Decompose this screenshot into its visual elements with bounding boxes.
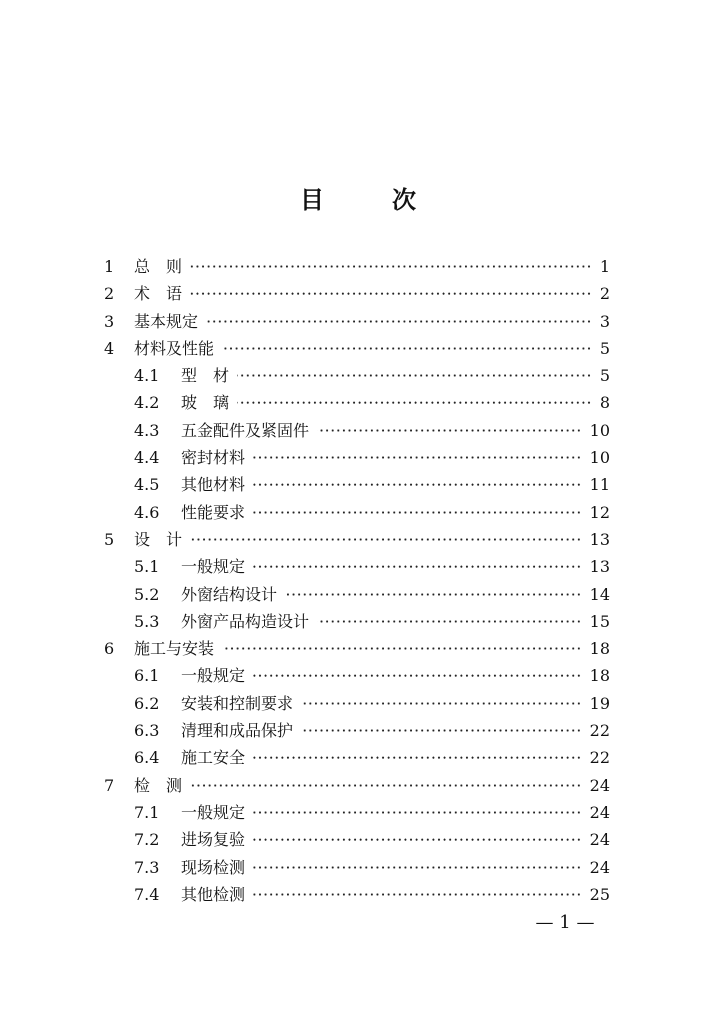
toc-entry-title: 施工安全	[181, 748, 246, 768]
toc-entry-title: 总 则	[134, 257, 183, 276]
dot-leader	[222, 335, 592, 362]
dot-leader	[222, 635, 582, 662]
toc-entry-title: 现场检测	[181, 857, 246, 877]
toc-entry-number: 3	[104, 311, 115, 331]
toc-entry-number: 7	[104, 775, 115, 795]
toc-entry-page-number: 22	[589, 748, 610, 768]
toc-entry-page-number: 15	[589, 611, 610, 631]
toc-entry[interactable]	[0, 799, 716, 826]
toc-entry-title: 性能要求	[181, 502, 246, 522]
toc-entry-page-number: 1	[599, 257, 610, 276]
toc-entry-number: 6.1	[134, 666, 160, 686]
toc-entry[interactable]	[0, 826, 716, 853]
toc-entry[interactable]	[0, 471, 716, 498]
toc-entry[interactable]	[0, 389, 716, 416]
toc-entry[interactable]	[0, 662, 716, 689]
dot-leader	[253, 854, 582, 881]
toc-entry-page-number: 13	[589, 529, 610, 549]
dot-leader	[253, 744, 582, 771]
toc-entry-number: 4.5	[134, 475, 160, 495]
toc-entry-number: 4.4	[134, 448, 160, 468]
toc-entry[interactable]	[0, 526, 716, 553]
dot-leader	[301, 690, 582, 717]
toc-entry[interactable]	[0, 881, 716, 908]
toc-entry[interactable]	[0, 499, 716, 526]
toc-entry[interactable]	[0, 690, 716, 717]
toc-entry-page-number: 11	[589, 475, 610, 495]
dot-leader	[190, 772, 582, 799]
toc-entry[interactable]	[0, 744, 716, 771]
toc-entry-number: 4.6	[134, 502, 160, 522]
toc-entry-number: 7.4	[134, 884, 160, 904]
dot-leader	[206, 308, 592, 335]
toc-entry[interactable]	[0, 444, 716, 471]
toc-entry-number: 6.2	[134, 693, 160, 713]
toc-entry-page-number: 5	[599, 338, 610, 358]
dot-leader	[317, 608, 582, 635]
toc-entry-page-number: 25	[589, 884, 610, 904]
toc-entry-title: 安装和控制要求	[181, 693, 294, 713]
toc-entry[interactable]	[0, 335, 716, 362]
toc-entry-number: 2	[104, 284, 115, 304]
toc-entry-title: 一般规定	[181, 802, 246, 822]
dot-leader	[190, 253, 592, 280]
dot-leader	[190, 280, 592, 307]
toc-entry-title: 清理和成品保护	[181, 721, 294, 741]
toc-entry-number: 5.2	[134, 584, 160, 604]
toc-entry-title: 基本规定	[134, 311, 199, 331]
toc-entry[interactable]	[0, 717, 716, 744]
toc-entry-page-number: 24	[589, 775, 610, 795]
toc-entry-title: 外窗产品构造设计	[181, 611, 310, 631]
dot-leader	[237, 389, 592, 416]
toc-entry-title: 其他材料	[181, 475, 246, 495]
toc-entry-number: 5.1	[134, 557, 160, 577]
dot-leader	[285, 581, 582, 608]
toc-entry[interactable]	[0, 581, 716, 608]
toc-entry-page-number: 12	[589, 502, 610, 522]
toc-entry-number: 4	[104, 338, 115, 358]
toc-entry[interactable]	[0, 854, 716, 881]
toc-entry-title: 外窗结构设计	[181, 584, 278, 604]
toc-entry-number: 7.1	[134, 802, 160, 822]
toc-entry[interactable]	[0, 362, 716, 389]
toc-entry-page-number: 22	[589, 721, 610, 741]
toc-entry-title: 一般规定	[181, 557, 246, 577]
toc-entry-title: 五金配件及紧固件	[181, 420, 310, 440]
page-title: 目 次	[300, 185, 438, 215]
toc-entry-title: 进场复验	[181, 830, 246, 850]
toc-entry[interactable]	[0, 608, 716, 635]
toc-entry-page-number: 10	[589, 420, 610, 440]
toc-entry-title: 术 语	[134, 284, 183, 304]
toc-entry-number: 7.2	[134, 830, 160, 850]
dot-leader	[253, 826, 582, 853]
toc-entry-number: 1	[104, 257, 115, 276]
toc-entry-page-number: 18	[589, 639, 610, 659]
toc-entry-page-number: 24	[589, 830, 610, 850]
toc-entry-page-number: 14	[589, 584, 610, 604]
toc-entry-number: 4.2	[134, 393, 160, 413]
toc-entry-number: 7.3	[134, 857, 160, 877]
toc-entry-title: 检 测	[134, 775, 183, 795]
dot-leader	[253, 799, 582, 826]
dot-leader	[253, 444, 582, 471]
toc-entry[interactable]	[0, 253, 716, 280]
toc-entry-title: 玻 璃	[181, 393, 230, 413]
toc-entry[interactable]	[0, 308, 716, 335]
toc-entry-title: 其他检测	[181, 884, 246, 904]
toc-entry-page-number: 3	[599, 311, 610, 331]
toc-entry-page-number: 5	[599, 366, 610, 386]
toc-entry-page-number: 2	[599, 284, 610, 304]
dot-leader	[253, 553, 582, 580]
dot-leader	[237, 362, 592, 389]
toc-entry-number: 5.3	[134, 611, 160, 631]
toc-entry-number: 6.4	[134, 748, 160, 768]
toc-entry-number: 4.1	[134, 366, 160, 386]
toc-entry-page-number: 19	[589, 693, 610, 713]
toc-entry[interactable]	[0, 635, 716, 662]
toc-entry-title: 密封材料	[181, 448, 246, 468]
toc-entry-title: 施工与安装	[134, 639, 215, 659]
toc-entry-title: 型 材	[181, 366, 230, 386]
toc-entry-title: 材料及性能	[134, 338, 215, 358]
dot-leader	[253, 881, 582, 908]
dot-leader	[253, 662, 582, 689]
toc-entry-page-number: 24	[589, 857, 610, 877]
toc-entry-number: 6.3	[134, 721, 160, 741]
dot-leader	[253, 499, 582, 526]
toc-entry-title: 一般规定	[181, 666, 246, 686]
toc-entry[interactable]	[0, 553, 716, 580]
toc-entry-number: 6	[104, 639, 115, 659]
toc-entry-page-number: 13	[589, 557, 610, 577]
toc-entry-page-number: 24	[589, 802, 610, 822]
page-number: — 1 —	[535, 912, 595, 933]
toc-entry[interactable]	[0, 417, 716, 444]
dot-leader	[317, 417, 582, 444]
toc-entry[interactable]	[0, 772, 716, 799]
toc-entry-number: 5	[104, 529, 115, 549]
toc-entry[interactable]	[0, 280, 716, 307]
toc-entry-page-number: 10	[589, 448, 610, 468]
table-of-contents	[0, 253, 716, 908]
toc-entry-page-number: 18	[589, 666, 610, 686]
toc-entry-title: 设 计	[134, 529, 183, 549]
dot-leader	[253, 471, 582, 498]
dot-leader	[301, 717, 582, 744]
toc-entry-number: 4.3	[134, 420, 160, 440]
dot-leader	[190, 526, 582, 553]
toc-entry-page-number: 8	[599, 393, 610, 413]
